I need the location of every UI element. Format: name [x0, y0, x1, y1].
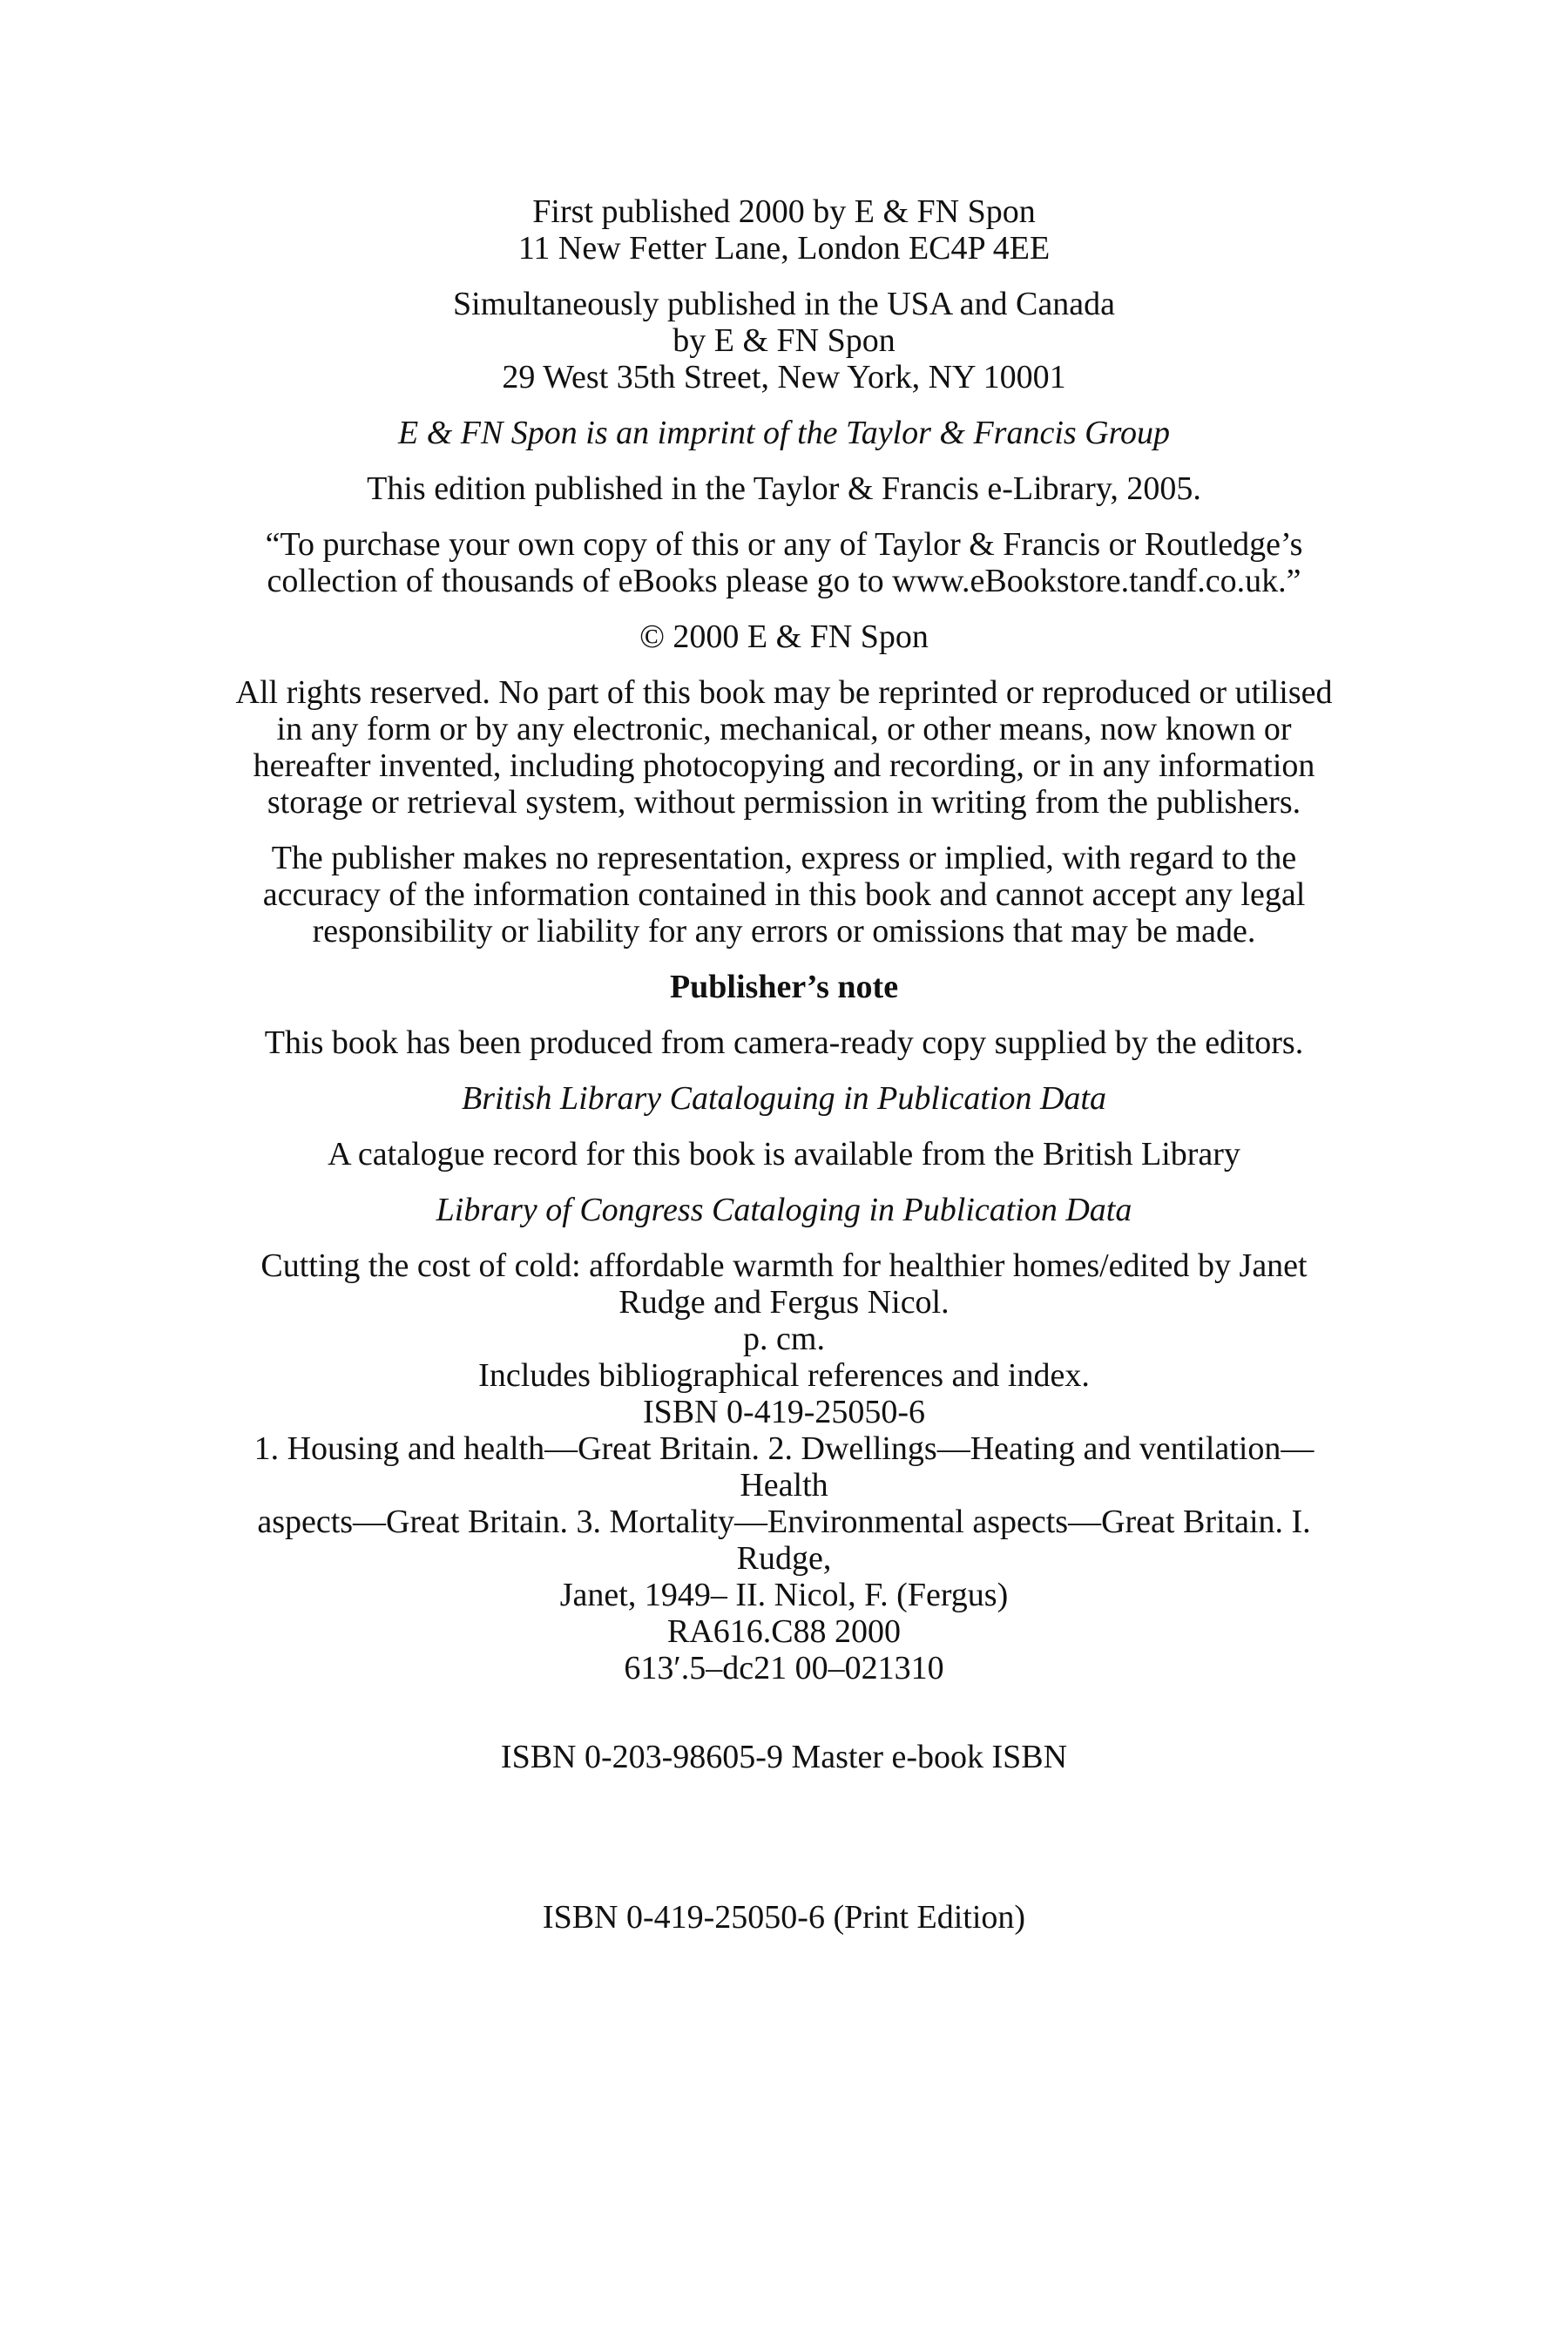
cip-line: p. cm. [743, 1321, 825, 1357]
rights-line-1: All rights reserved. No part of this book may be reprinted or reproduced or utilised [235, 674, 1333, 711]
purchase-line-2: collection of thousands of eBooks please go to www.eBookstore.tandf.co.uk.” [267, 563, 1301, 599]
spacer [196, 1686, 1372, 1739]
cip-line: Cutting the cost of cold: affordable warmth for healthier homes/edited by Janet [260, 1247, 1308, 1284]
first-published-block [196, 193, 1372, 267]
purchase-block [196, 526, 1372, 599]
imprint-line: E & FN Spon is an imprint of the Taylor & Francis Group [397, 415, 1170, 451]
disclaimer-line-3: responsibility or liability for any errors or omissions that may be made. [312, 913, 1256, 950]
simultaneous-line-1: Simultaneously published in the USA and Canada [453, 286, 1115, 322]
copyright-line: © 2000 E & FN Spon [639, 618, 929, 655]
rights-line-3: hereafter invented, including photocopying and recording, or in any information [253, 747, 1315, 784]
publishers-note-text: This book has been produced from camera-ready copy supplied by the editors. [264, 1024, 1304, 1061]
uk-address-line: 11 New Fetter Lane, London EC4P 4EE [517, 230, 1051, 267]
british-library-text: A catalogue record for this book is available from the British Library [328, 1136, 1240, 1173]
first-published-line: First published 2000 by E & FN Spon [532, 193, 1036, 230]
loc-heading: Library of Congress Cataloging in Publication Data [436, 1192, 1132, 1228]
spacer [196, 1794, 1372, 1899]
cip-line: aspects—Great Britain. 3. Mortality—Environmental aspects—Great Britain. I. [257, 1504, 1311, 1540]
cip-line: 1. Housing and health—Great Britain. 2. Dwellings—Heating and ventilation— [253, 1430, 1315, 1467]
cip-line: RA616.C88 2000 [666, 1613, 902, 1650]
cip-line: Health [740, 1467, 828, 1504]
rights-line-2: in any form or by any electronic, mechanical, or other means, now known or [276, 711, 1292, 747]
cip-line: Janet, 1949– II. Nicol, F. (Fergus) [559, 1577, 1009, 1613]
cip-line: ISBN 0-419-25050-6 [642, 1394, 926, 1430]
print-isbn-line: ISBN 0-419-25050-6 (Print Edition) [542, 1899, 1026, 1936]
publishers-note-heading: Publisher’s note [669, 969, 899, 1005]
british-library-heading: British Library Cataloguing in Publication Data [462, 1080, 1106, 1117]
rights-line-4: storage or retrieval system, without permission in writing from the publishers. [267, 784, 1301, 821]
disclaimer-block [196, 840, 1372, 950]
rights-block [196, 674, 1372, 821]
simultaneous-block [196, 286, 1372, 395]
purchase-line-1: “To purchase your own copy of this or any of Taylor & Francis or Routledge’s [265, 526, 1303, 563]
us-address-line: 29 West 35th Street, New York, NY 10001 [502, 359, 1066, 395]
cip-line: 613′.5–dc21 00–021310 [624, 1650, 944, 1686]
copyright-page [196, 193, 1372, 1955]
ebook-isbn-line: ISBN 0-203-98605-9 Master e-book ISBN [500, 1739, 1068, 1775]
cip-line: Rudge and Fergus Nicol. [618, 1284, 950, 1321]
cip-line: Includes bibliographical references and index. [478, 1357, 1090, 1394]
cip-line: Rudge, [736, 1540, 832, 1577]
edition-line: This edition published in the Taylor & Francis e-Library, 2005. [367, 470, 1201, 507]
disclaimer-line-1: The publisher makes no representation, express or implied, with regard to the [271, 840, 1297, 876]
simultaneous-line-2: by E & FN Spon [672, 322, 896, 359]
disclaimer-line-2: accuracy of the information contained in this book and cannot accept any legal [262, 876, 1306, 913]
loc-cip-block [196, 1247, 1372, 1686]
